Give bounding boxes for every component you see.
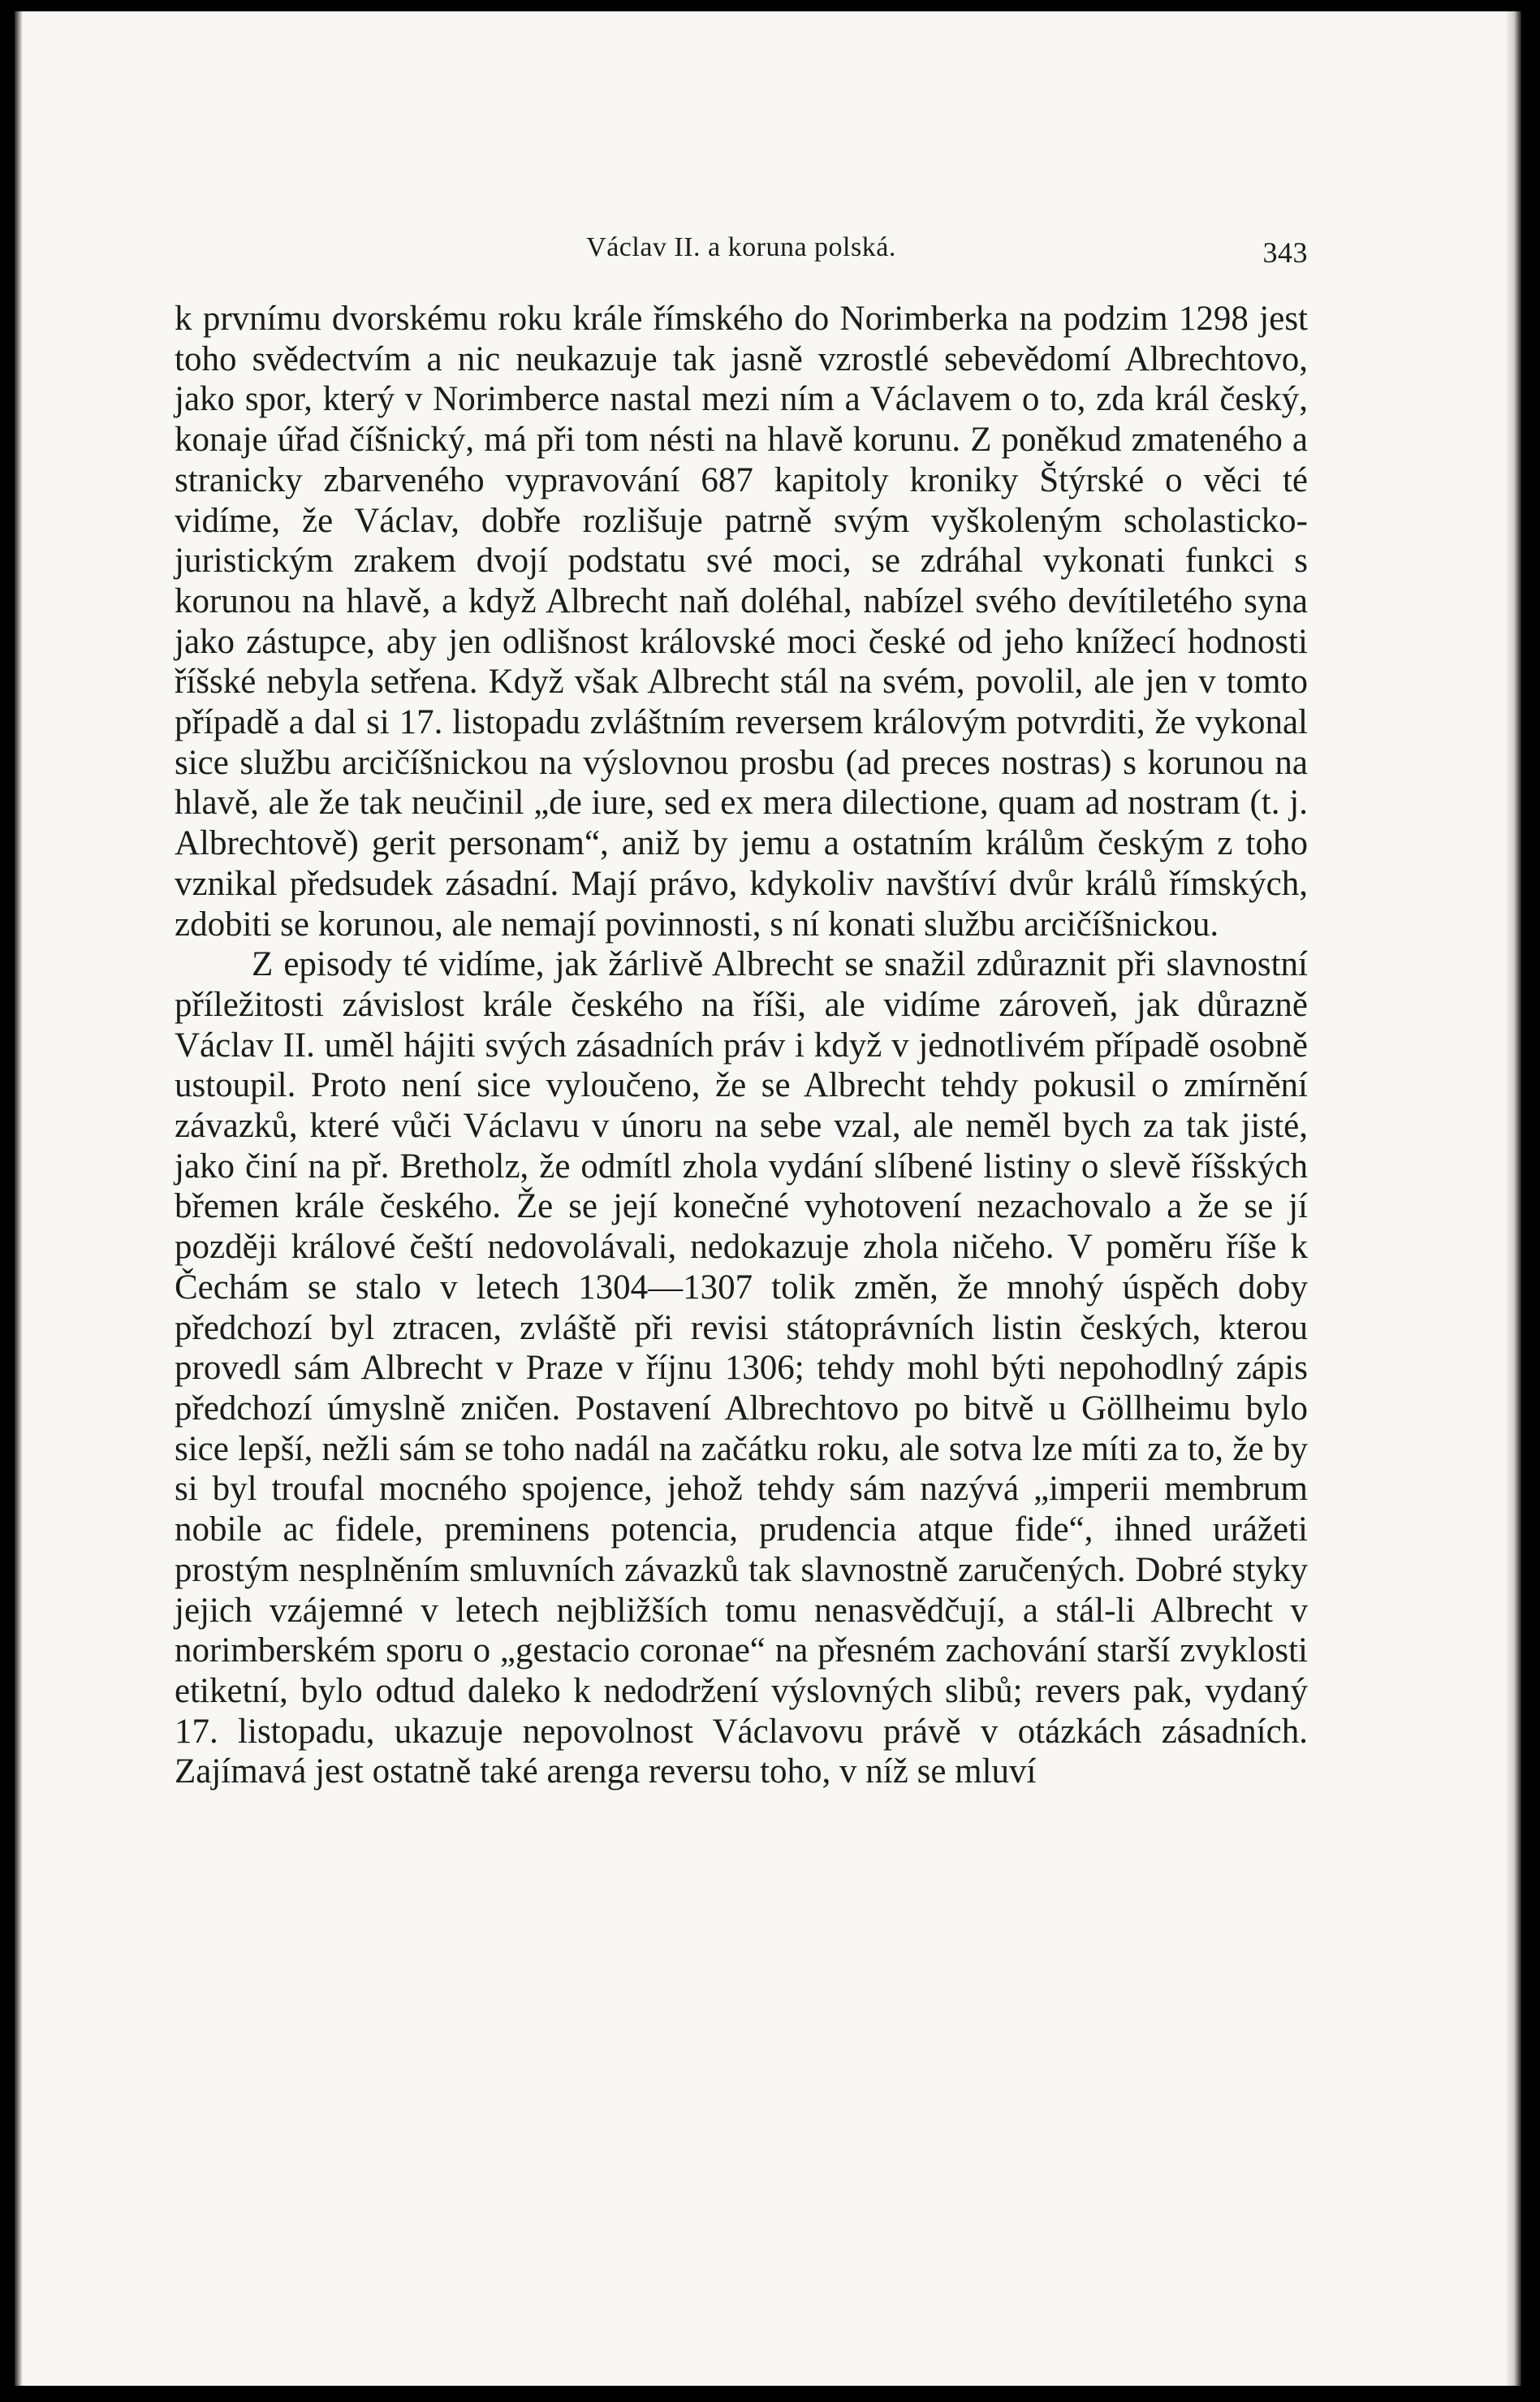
text-block — [175, 174, 1308, 1792]
running-title: Václav II. a koruna polská. — [586, 232, 896, 262]
page-number: 343 — [1262, 236, 1308, 269]
scanned-page — [15, 11, 1521, 2386]
running-head — [175, 174, 1308, 269]
paragraph-new: Z episody té vidíme, jak žárlivě Albrecht se snažil zdůraznit při slavnostní příležitosti závislost krále českého na říši, ale vidíme zároveň, jak důrazně Václav II. uměl hájiti svých zásadních práv i když v jednotlivém případě osobně ustoupil. Proto není sice vyloučeno, že se Albrecht tehdy pokusil o zmírnění závazků, které vůči Václavu v únoru na sebe vzal, ale neměl bych za tak jisté, jako činí na př. Bretholz, že odmítl zhola vydání slíbené listiny o slevě říšských břemen krále českého. Že se její konečné vyhotovení nezachovalo a že se jí později králové čeští nedovolávali, nedokazuje zhola ničeho. V poměru říše k Čechám se stalo v letech 1304—1307 tolik změn, že mnohý úspěch doby předchozí byl ztracen, zvláště při revisi státoprávních listin českých, kterou provedl sám Albrecht v Praze v říjnu 1306; tehdy mohl býti nepohodlný zápis předchozí úmyslně zničen. Postavení Albrechtovo po bitvě u Göllheimu bylo sice lepší, nežli sám se toho nadál na začátku roku, ale sotva lze míti za to, že by si byl troufal mocného spojence, jehož tehdy sám nazývá „imperii membrum nobile ac fidele, preminens potencia, prudencia atque fide“, ihned urážeti prostým nesplněním smluvních závazků tak slavnostně zaručených. Dobré styky jejich vzájemné v letech nejbližších tomu nenasvědčují, a stál-li Albrecht v norimberském sporu o „gestacio coronae“ na přesném zachování starší zvyklosti etiketní, bylo odtud daleko k nedodržení výslovných slibů; revers pak, vydaný 17. listopadu, ukazuje nepovolnost Václavovu právě v otázkách zásadních. Zajímavá jest ostatně také arenga reversu toho, v níž se mluví — [175, 945, 1308, 1791]
body-text — [175, 299, 1308, 1792]
paragraph-continued: k prvnímu dvorskému roku krále římského do Norimberka na podzim 1298 jest toho svědectvím a nic neukazuje tak jasně vzrostlé sebevědomí Albrechtovo, jako spor, který v Norimberce nastal mezi ním a Václavem o to, zda král český, konaje úřad číšnický, má při tom nésti na hlavě korunu. Z poněkud zmateného a stranicky zbarveného vypravování 687 kapitoly kroniky Štýrské o věci té vidíme, že Václav, dobře rozlišuje patrně svým vyškoleným scholasticko-juristickým zrakem dvojí podstatu své moci, se zdráhal vykonati funkci s korunou na hlavě, a když Albrecht naň doléhal, nabízel svého devítiletého syna jako zástupce, aby jen odlišnost královské moci české od jeho knížecí hodnosti říšské nebyla setřena. Když však Albrecht stál na svém, povolil, ale jen v tomto případě a dal si 17. listopadu zvláštním reversem královým potvrditi, že vykonal sice službu arcičíšnickou na výslovnou prosbu (ad preces nostras) s korunou na hlavě, ale že tak neučinil „de iure, sed ex mera dilectione, quam ad nostram (t. j. Albrechtově) gerit personam“, aniž by jemu a ostatním králům českým z toho vznikal předsudek zásadní. Mají právo, kdykoliv navštíví dvůr králů římských, zdobiti se korunou, ale nemají povinnosti, s ní konati službu arcičíšnickou. — [175, 300, 1308, 944]
page-left-shadow — [15, 11, 23, 2386]
page-binding-edge — [1505, 11, 1521, 2386]
